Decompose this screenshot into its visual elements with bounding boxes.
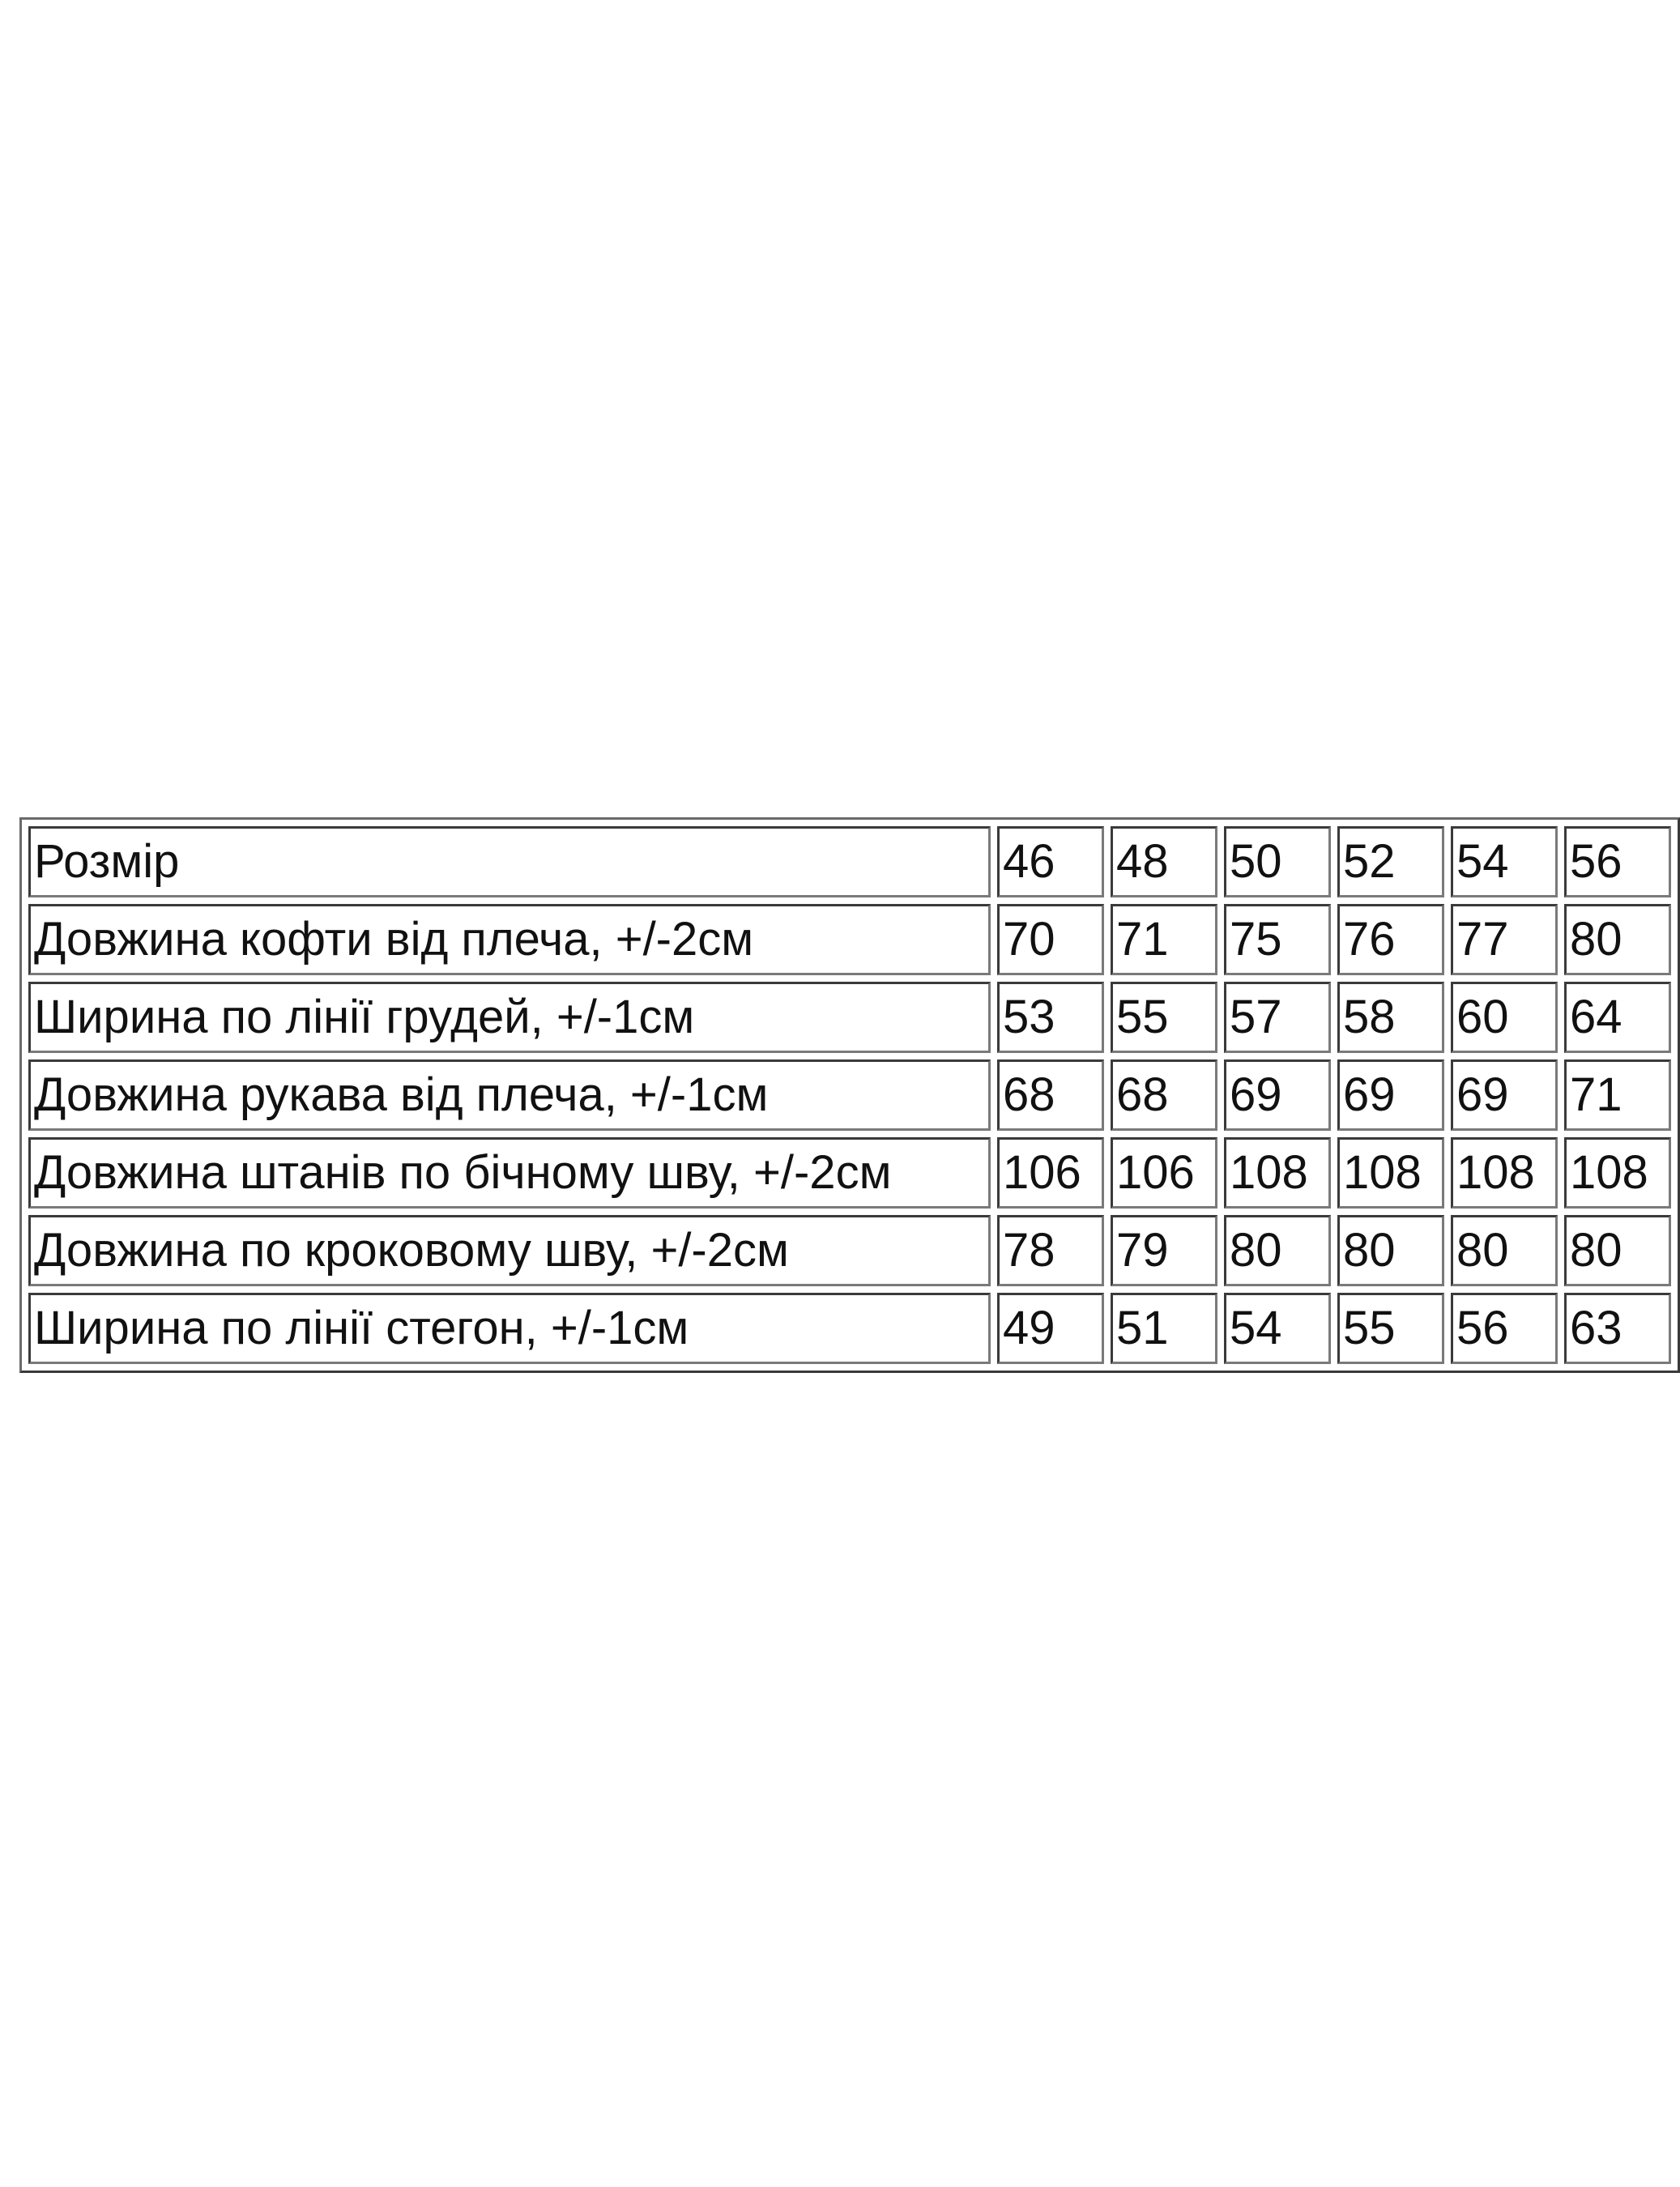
table-cell: 80 [1564,904,1671,975]
table-cell: 77 [1451,904,1558,975]
table-cell: 54 [1224,1293,1331,1364]
table-cell: 69 [1224,1059,1331,1131]
table-cell: 60 [1451,982,1558,1053]
size-header-cell: 52 [1337,826,1444,897]
size-chart-table [19,817,1680,1373]
table-cell: 108 [1564,1137,1671,1209]
table-cell: 64 [1564,982,1671,1053]
table-cell: 55 [1111,982,1217,1053]
table-cell: 108 [1337,1137,1444,1209]
table-cell: 58 [1337,982,1444,1053]
table-cell: 80 [1451,1215,1558,1286]
size-header-cell: 48 [1111,826,1217,897]
table-cell: 49 [997,1293,1104,1364]
table-row [28,1215,1671,1286]
table-cell: 108 [1451,1137,1558,1209]
table-row [28,982,1671,1053]
table-cell: 71 [1564,1059,1671,1131]
table-cell: 75 [1224,904,1331,975]
row-label: Довжина рукава від плеча, +/-1см [28,1059,991,1131]
table-row [28,904,1671,975]
table-cell: 51 [1111,1293,1217,1364]
table-cell: 80 [1337,1215,1444,1286]
row-label: Ширина по лінії грудей, +/-1см [28,982,991,1053]
table-cell: 79 [1111,1215,1217,1286]
table-cell: 55 [1337,1293,1444,1364]
table-row [28,1293,1671,1364]
table-cell: 80 [1564,1215,1671,1286]
table-cell: 106 [1111,1137,1217,1209]
table-cell: 70 [997,904,1104,975]
table-cell: 108 [1224,1137,1331,1209]
size-header-label: Розмір [28,826,991,897]
size-header-cell: 46 [997,826,1104,897]
table-cell: 63 [1564,1293,1671,1364]
table-cell: 69 [1337,1059,1444,1131]
table-cell: 68 [1111,1059,1217,1131]
table-cell: 76 [1337,904,1444,975]
row-label: Ширина по лінії стегон, +/-1см [28,1293,991,1364]
table-cell: 56 [1451,1293,1558,1364]
size-header-cell: 56 [1564,826,1671,897]
table-cell: 106 [997,1137,1104,1209]
table-cell: 80 [1224,1215,1331,1286]
table-row [28,1059,1671,1131]
row-label: Довжина по кроковому шву, +/-2см [28,1215,991,1286]
row-label: Довжина кофти від плеча, +/-2см [28,904,991,975]
table-row [28,1137,1671,1209]
table-cell: 69 [1451,1059,1558,1131]
row-label: Довжина штанів по бічному шву, +/-2см [28,1137,991,1209]
table-cell: 53 [997,982,1104,1053]
table-cell: 78 [997,1215,1104,1286]
table-header-row [28,826,1671,897]
table-cell: 57 [1224,982,1331,1053]
size-header-cell: 54 [1451,826,1558,897]
size-header-cell: 50 [1224,826,1331,897]
table-cell: 68 [997,1059,1104,1131]
table-cell: 71 [1111,904,1217,975]
